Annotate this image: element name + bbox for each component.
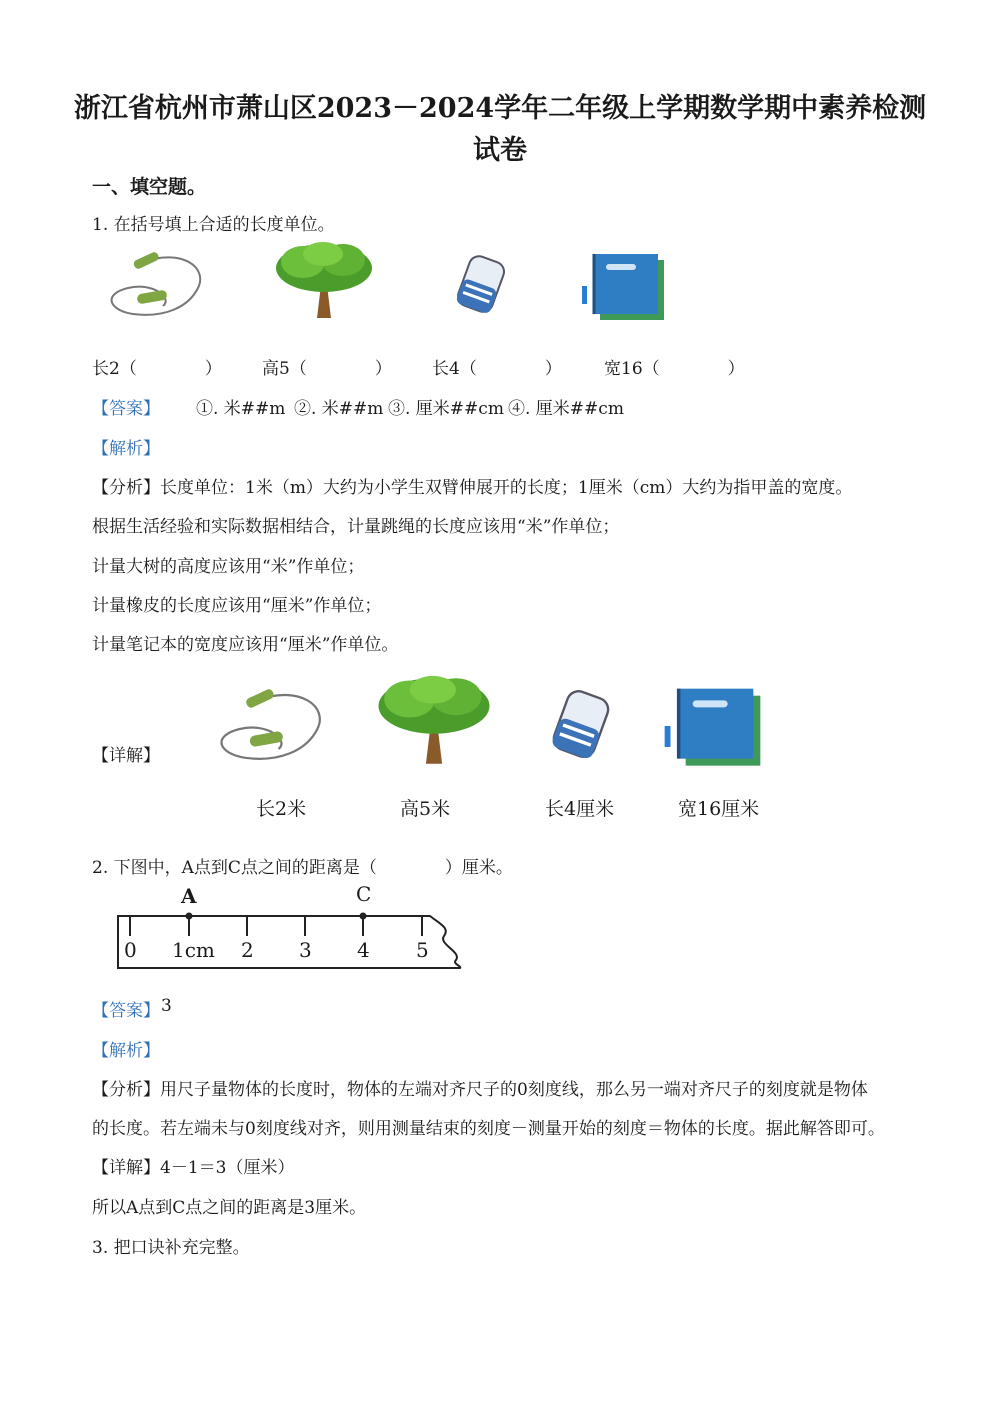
q1-analysis-tag: 【解析】 [92, 439, 160, 459]
ruler-label-1: 1cm [172, 938, 215, 962]
q2-analysis-line-2: 的长度。若左端未与0刻度线对齐，则用测量结束的刻度－测量开始的刻度＝物体的长度。据此解答即可。 [92, 1119, 885, 1139]
notebook-icon [578, 250, 674, 322]
q1-blank-4: 宽16（ ） [604, 359, 745, 379]
q1-answer-tag: 【答案】 [92, 399, 160, 419]
q1-answer-2: ②. 米##m [294, 399, 384, 419]
q3-prompt: 3. 把口诀补充完整。 [92, 1238, 250, 1258]
q2-analysis-tag: 【解析】 [92, 1041, 160, 1061]
page-title-line2: 试卷 [473, 135, 527, 166]
jump-rope-icon [212, 684, 334, 774]
ruler-label-4: 4 [357, 938, 370, 962]
q2-prompt: 2. 下图中，A点到C点之间的距离是（ ）厘米。 [92, 858, 513, 878]
point-c-dot [360, 913, 367, 920]
page-title-line1: 浙江省杭州市萧山区2023－2024学年二年级上学期数学期中素养检测 [73, 93, 927, 124]
q1-answer-4: ④. 厘米##cm [508, 399, 624, 419]
ruler-figure [110, 880, 480, 975]
eraser-icon [548, 686, 614, 762]
notebook-icon [660, 684, 772, 768]
tree-icon [273, 240, 375, 322]
ruler-label-3: 3 [299, 938, 312, 962]
q1-analysis-line-2: 根据生活经验和实际数据相结合，计量跳绳的长度应该用“米”作单位； [92, 517, 620, 537]
ruler-label-0: 0 [124, 938, 137, 962]
q1-blank-2: 高5（ ） [262, 359, 392, 379]
jump-rope-icon [103, 248, 213, 328]
point-c-label: C [356, 882, 372, 906]
q1-answer-3: ③. 厘米##cm [388, 399, 504, 419]
q1-blank-1: 长2（ ） [92, 359, 222, 379]
q1-detail-caption-4: 宽16厘米 [678, 798, 760, 820]
tree-icon [375, 672, 493, 770]
eraser-icon [453, 252, 509, 316]
q2-analysis-line-1: 【分析】用尺子量物体的长度时，物体的左端对齐尺子的0刻度线，那么另一端对齐尺子的刻度就是物体 [92, 1080, 868, 1100]
q2-conclusion: 所以A点到C点之间的距离是3厘米。 [92, 1198, 367, 1218]
q1-analysis-line-4: 计量橡皮的长度应该用“厘米”作单位； [92, 596, 382, 616]
point-a-dot [186, 913, 193, 920]
q1-detail-caption-3: 长4厘米 [545, 798, 615, 820]
q1-analysis-line-3: 计量大树的高度应该用“米”作单位； [92, 557, 365, 577]
point-a-label: A [181, 884, 197, 908]
q1-detail-caption-2: 高5米 [400, 798, 451, 820]
q1-detail-caption-1: 长2米 [256, 798, 307, 820]
q1-blank-3: 长4（ ） [432, 359, 562, 379]
section-heading: 一、填空题。 [92, 176, 207, 198]
q2-answer-tag: 【答案】 [92, 1001, 160, 1021]
ruler-label-2: 2 [241, 938, 254, 962]
q1-analysis-line-1: 【分析】长度单位：1米（m）大约为小学生双臂伸展开的长度；1厘米（cm）大约为指甲盖的宽度。 [92, 478, 853, 498]
q1-analysis-line-5: 计量笔记本的宽度应该用“厘米”作单位。 [92, 635, 399, 655]
q1-prompt: 1. 在括号填上合适的长度单位。 [92, 215, 335, 235]
q1-answer-1: ①. 米##m [196, 399, 286, 419]
q2-detail-line: 【详解】4－1＝3（厘米） [92, 1158, 295, 1178]
q1-detail-tag: 【详解】 [92, 746, 160, 766]
ruler-label-5: 5 [416, 938, 429, 962]
q2-answer: 3 [161, 996, 172, 1016]
